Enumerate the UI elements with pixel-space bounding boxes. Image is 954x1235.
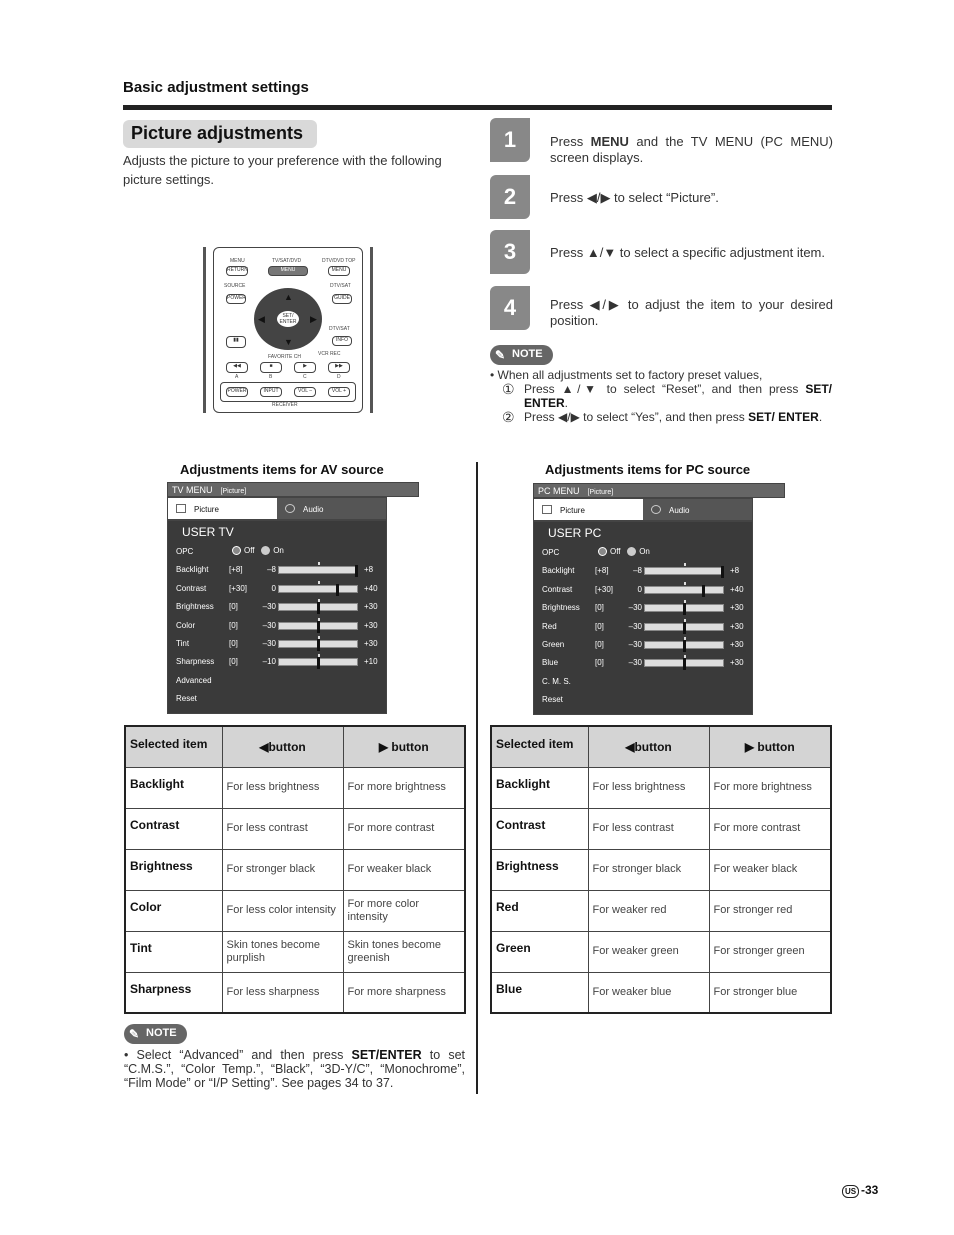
table-row [125,931,465,972]
step-1-text: Press MENU and the TV MENU (PC MENU) screen displays. [550,134,833,165]
guide-button[interactable]: GUIDE [332,294,352,304]
setting-current: [0] [595,658,604,668]
setting-max: +30 [364,638,378,648]
pc-setting-row[interactable] [540,562,746,580]
picture-icon [176,504,186,513]
setting-max: +30 [730,639,744,649]
av-tab-picture[interactable]: Picture [168,498,277,519]
setting-slider[interactable] [644,623,724,631]
slider-marker[interactable] [317,657,320,669]
setting-label: Brightness [542,603,580,613]
pc-heading: Adjustments items for PC source [545,462,751,477]
table-right-cell: For more contrast [709,808,831,849]
setting-min: 0 [271,583,276,593]
table-left-cell: For stronger black [588,849,709,890]
setting-current: [0] [229,620,238,630]
setting-slider[interactable] [644,641,724,649]
table-right-cell: For more sharpness [343,972,465,1013]
setting-label: Tint [176,638,190,648]
table-right-cell: For more brightness [343,767,465,808]
power-small-button[interactable]: POWER [226,294,246,304]
page-title: Picture adjustments [123,120,317,148]
setting-label: Backlight [542,566,575,576]
step-2-number: 2 [490,175,530,219]
slider-marker[interactable] [317,639,320,651]
fast-forward-button[interactable]: ▶▶ [328,362,350,373]
setting-min: –30 [262,602,276,612]
setting-max: +30 [730,603,744,613]
arrow-down-icon[interactable]: ▼ [284,337,293,347]
setting-label: Brightness [176,602,214,612]
rewind-button[interactable]: ◀◀ [226,362,248,373]
note-badge-bottom: ✎ NOTE [124,1024,187,1044]
av-th-right: ▶ button [343,726,465,767]
setting-slider[interactable] [278,585,358,593]
setting-label: Contrast [542,584,573,594]
remote-illustration: MENU TV/SAT/DVD DTV/DVD TOP RETURN MENU MENU SOURCE DTV/SAT POWER GUIDE SET/ ENTER ▲ ▼ ◀ ▶ DTV/SAT ▮▮ INFO FAVORITE CH VCR REC ◀◀ ■ ▶ ▶▶ A B C D POWER INPUT VOL – VOL + RECEIVER [203,247,373,413]
setting-max: +10 [364,657,378,667]
pc-th-right: ▶ button [709,726,831,767]
table-item-cell: Backlight [125,767,222,808]
intro-text: Adjusts the picture to your preference with the following picture settings. [123,153,442,187]
table-item-cell: Brightness [125,849,222,890]
setting-current: [+30] [595,584,614,594]
setting-min: –30 [628,658,642,668]
setting-current: [0] [229,638,238,648]
setting-slider[interactable] [644,659,724,667]
table-item-cell: Tint [125,931,222,972]
table-left-cell: Skin tones become purplish [222,931,343,972]
pc-tab-audio[interactable]: Audio [643,499,752,520]
av-menu-screen [167,482,419,714]
info-button[interactable]: INFO [332,336,352,346]
table-left-cell: For less sharpness [222,972,343,1013]
setting-current: [0] [229,602,238,612]
slider-marker[interactable] [317,621,320,633]
pc-setting-row[interactable] [540,654,746,672]
table-item-cell: Brightness [491,849,588,890]
setting-slider[interactable] [644,586,724,594]
av-setting-row[interactable] [174,635,380,653]
pc-setting-row[interactable] [540,581,746,599]
setting-label: Green [542,639,565,649]
av-reset-row[interactable]: Reset [176,694,197,704]
slider-marker[interactable] [355,565,358,577]
table-item-cell: Contrast [491,808,588,849]
table-item-cell: Sharpness [125,972,222,1013]
setting-min: –30 [628,603,642,613]
setting-max: +30 [364,620,378,630]
setting-label: Contrast [176,583,207,593]
pc-reset-row[interactable]: Reset [542,695,563,705]
table-right-cell: For more contrast [343,808,465,849]
av-th-left: ◀button [222,726,343,767]
table-row [491,808,831,849]
note-bottom-text: • Select “Advanced” and then press SET/ENTER to set “C.M.S.”, “Color Temp.”, “Black”, “3D-Y/C”, “Monochrome”, “Film Mode” or “I/P Setting”. See pages 34 to 37. [124,1048,465,1090]
setting-min: –30 [628,639,642,649]
table-item-cell: Green [491,931,588,972]
pc-tab-picture[interactable]: Picture [534,499,643,520]
slider-marker[interactable] [683,658,686,670]
menu-button[interactable]: MENU [268,266,308,276]
setting-max: +8 [364,565,374,575]
pencil-icon: ✎ [129,1027,140,1041]
arrow-right-icon[interactable]: ▶ [310,314,317,324]
av-opc-row[interactable]: OPC Off On [176,546,284,556]
av-setting-row[interactable] [174,598,380,616]
table-left-cell: For stronger black [222,849,343,890]
setting-max: +30 [730,621,744,631]
av-setting-row[interactable] [174,653,380,671]
setting-label: Sharpness [176,657,215,667]
table-item-cell: Backlight [491,767,588,808]
table-right-cell: For stronger red [709,890,831,931]
setting-min: –30 [262,638,276,648]
step-3-number: 3 [490,230,530,274]
table-left-cell: For less brightness [588,767,709,808]
setting-current: [+8] [229,565,243,575]
return-button[interactable]: RETURN [226,266,248,276]
pause-button[interactable]: ▮▮ [226,336,246,348]
table-item-cell: Contrast [125,808,222,849]
table-right-cell: For more color intensity [343,890,465,931]
power-button[interactable]: POWER [226,387,248,397]
setting-slider[interactable] [278,622,358,630]
av-heading: Adjustments items for AV source [180,462,384,477]
setting-max: +30 [730,658,744,668]
pc-menu-bar: PC MENU [Picture] [533,483,785,498]
table-row [125,972,465,1013]
table-row [491,931,831,972]
pc-th-left: ◀button [588,726,709,767]
setting-label: Red [542,621,557,631]
pc-adjustment-table [490,725,832,1014]
setting-slider[interactable] [278,603,358,611]
setting-slider[interactable] [644,604,724,612]
setting-slider[interactable] [278,566,358,574]
table-row [491,849,831,890]
play-button[interactable]: ▶ [294,362,316,373]
setting-label: Blue [542,658,559,668]
menu-button-2[interactable]: MENU [328,266,350,276]
slider-marker[interactable] [317,602,320,614]
table-row [491,890,831,931]
table-right-cell: Skin tones become greenish [343,931,465,972]
note-top-sub1: ① Press ▲/▼ to select “Reset”, and then press SET/ ENTER. [502,381,832,410]
header-rule [123,105,832,110]
set-enter-button[interactable]: SET/ ENTER [276,310,300,328]
step-1-number: 1 [490,118,530,162]
volume-down-button[interactable]: VOL – [294,387,316,397]
arrow-left-icon[interactable]: ◀ [258,314,265,324]
slider-marker[interactable] [336,584,339,596]
setting-current: [0] [229,657,238,667]
pc-user-label: USER PC [548,526,602,540]
input-button[interactable]: INPUT [260,387,282,397]
av-advanced-row[interactable]: Advanced [176,675,212,685]
setting-label: Color [176,620,196,630]
table-right-cell: For more brightness [709,767,831,808]
volume-up-button[interactable]: VOL + [328,387,350,397]
pc-opc-row[interactable]: OPC Off On [542,547,650,557]
setting-current: [0] [595,639,604,649]
setting-min: –8 [267,565,276,575]
setting-label: Backlight [176,565,209,575]
table-left-cell: For less color intensity [222,890,343,931]
audio-icon [285,504,295,513]
setting-slider[interactable] [278,658,358,666]
pc-th-item: Selected item [491,726,588,767]
step-4-number: 4 [490,286,530,330]
table-item-cell: Blue [491,972,588,1013]
page-number: US -33 [842,1183,878,1198]
step-3-text: Press ▲/▼ to select a specific adjustment item. [550,245,825,260]
table-right-cell: For weaker black [343,849,465,890]
setting-current: [+8] [595,566,609,576]
setting-current: [0] [595,621,604,631]
setting-current: [0] [595,603,604,613]
setting-max: +40 [364,583,378,593]
table-left-cell: For weaker blue [588,972,709,1013]
table-row [125,767,465,808]
av-setting-row[interactable] [174,617,380,635]
arrow-up-icon[interactable]: ▲ [284,292,293,302]
setting-min: –30 [628,621,642,631]
table-row [125,890,465,931]
pc-setting-row[interactable] [540,599,746,617]
pc-setting-row[interactable] [540,618,746,636]
step-2-text: Press ◀/▶ to select “Picture”. [550,190,719,205]
setting-max: +8 [730,566,740,576]
note-badge-top: ✎ NOTE [490,345,553,365]
table-row [125,849,465,890]
step-4-text: Press ◀/▶ to adjust the item to your desired position. [550,297,833,328]
us-badge-icon: US [842,1185,859,1198]
pc-setting-row[interactable] [540,636,746,654]
table-row [491,767,831,808]
stop-button[interactable]: ■ [260,362,282,373]
setting-max: +40 [730,584,744,594]
table-row [125,808,465,849]
table-left-cell: For less brightness [222,767,343,808]
table-right-cell: For stronger blue [709,972,831,1013]
setting-min: –30 [262,620,276,630]
pc-menu-panel [533,521,753,715]
av-menu-bar: TV MENU [Picture] [167,482,419,497]
table-row [491,972,831,1013]
slider-marker[interactable] [683,603,686,615]
audio-icon [651,505,661,514]
column-divider [476,462,478,1094]
table-item-cell: Red [491,890,588,931]
setting-min: –10 [262,657,276,667]
setting-slider[interactable] [644,567,724,575]
slider-marker[interactable] [721,566,724,578]
setting-current: [+30] [229,583,248,593]
av-setting-row[interactable] [174,561,380,579]
av-adjustment-table [124,725,466,1014]
av-setting-row[interactable] [174,580,380,598]
setting-max: +30 [364,602,378,612]
table-right-cell: For weaker black [709,849,831,890]
slider-marker[interactable] [683,622,686,634]
pc-cms-row[interactable]: C. M. S. [542,676,571,686]
section-heading: Basic adjustment settings [123,79,309,96]
pencil-icon: ✎ [495,348,506,362]
setting-min: –8 [633,566,642,576]
table-left-cell: For weaker red [588,890,709,931]
picture-icon [542,505,552,514]
table-left-cell: For weaker green [588,931,709,972]
note-top-bullet: • When all adjustments set to factory preset values, [490,368,763,382]
slider-marker[interactable] [683,640,686,652]
av-th-item: Selected item [125,726,222,767]
av-user-label: USER TV [182,525,234,539]
pc-menu-screen [533,483,785,715]
setting-min: 0 [637,584,642,594]
note-top-sub2: ② Press ◀/▶ to select “Yes”, and then press SET/ ENTER. [502,409,823,425]
table-left-cell: For less contrast [222,808,343,849]
table-right-cell: For stronger green [709,931,831,972]
setting-slider[interactable] [278,640,358,648]
table-left-cell: For less contrast [588,808,709,849]
av-tab-audio[interactable]: Audio [277,498,386,519]
av-menu-panel [167,520,387,714]
table-item-cell: Color [125,890,222,931]
slider-marker[interactable] [702,585,705,597]
